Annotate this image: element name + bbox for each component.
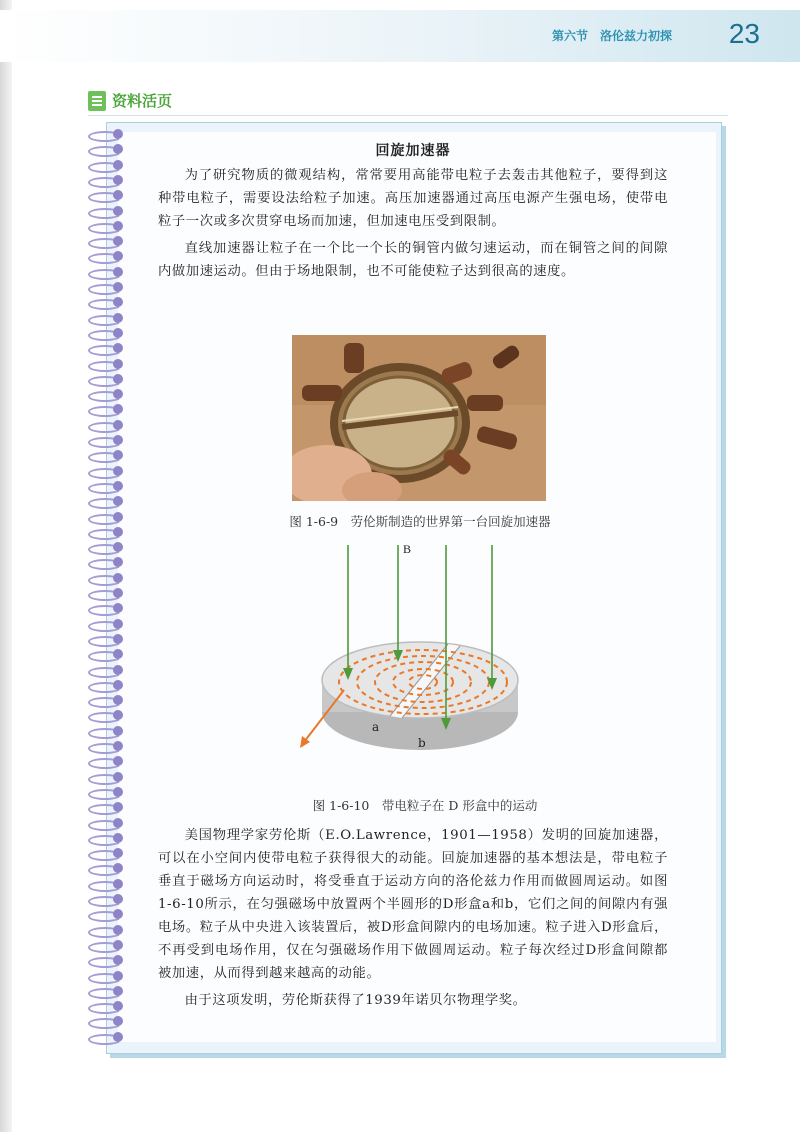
binding-ring	[88, 602, 128, 615]
binding-ring	[88, 786, 128, 799]
binding-ring	[88, 480, 128, 493]
binding-ring	[88, 679, 128, 692]
figure-2-caption: 图 1-6-10 带电粒子在 D 形盒中的运动	[312, 798, 538, 813]
binding-ring	[88, 526, 128, 539]
binding-ring	[88, 847, 128, 860]
binding-ring	[88, 648, 128, 661]
binding-ring	[88, 970, 128, 983]
binding-ring	[88, 893, 128, 906]
binding-ring	[88, 220, 128, 233]
binding-ring	[88, 725, 128, 738]
binding-ring	[88, 296, 128, 309]
binding-ring	[88, 189, 128, 202]
binding-ring	[88, 1031, 128, 1044]
binding-ring	[88, 434, 128, 447]
binding-ring	[88, 449, 128, 462]
binding-ring	[88, 817, 128, 830]
section-header: 第六节 洛伦兹力初探	[551, 29, 672, 43]
binding-ring	[88, 633, 128, 646]
section-tag	[88, 90, 172, 111]
binding-ring	[88, 709, 128, 722]
binding-ring	[88, 174, 128, 187]
binding-ring	[88, 832, 128, 845]
binding-ring	[88, 924, 128, 937]
binding-ring	[88, 281, 128, 294]
binding-ring	[88, 373, 128, 386]
paragraph-2: 直线加速器让粒子在一个比一个长的铜管内做匀速运动，而在铜管之间的间隙内做加速运动。但由于场地限制，也不可能使粒子达到很高的速度。	[158, 241, 668, 279]
page-edge-shadow	[0, 0, 12, 1132]
page-number: 23	[728, 18, 760, 49]
cyclotron-photo	[292, 335, 546, 501]
binding-ring	[88, 388, 128, 401]
spiral-binding	[88, 128, 128, 1058]
binding-ring	[88, 556, 128, 569]
binding-ring	[88, 908, 128, 921]
binding-ring	[88, 954, 128, 967]
binding-ring	[88, 939, 128, 952]
binding-ring	[88, 495, 128, 508]
field-label-b: B	[403, 542, 412, 556]
binding-ring	[88, 312, 128, 325]
binding-ring	[88, 740, 128, 753]
binding-ring	[88, 419, 128, 432]
binding-ring	[88, 985, 128, 998]
binding-ring	[88, 342, 128, 355]
binding-ring	[88, 1000, 128, 1013]
cyclotron-diagram	[290, 540, 550, 790]
binding-ring	[88, 587, 128, 600]
binding-ring	[88, 511, 128, 524]
binding-ring	[88, 541, 128, 554]
d-box-diagram	[290, 540, 550, 790]
binding-ring	[88, 862, 128, 875]
binding-ring	[88, 128, 128, 141]
dee-label-a: a	[372, 720, 380, 734]
binding-ring	[88, 465, 128, 478]
paragraph-1: 为了研究物质的微观结构，常常要用高能带电粒子去轰击其他粒子，要得到这种带电粒子，需要设法给粒子加速。高压加速器通过高压电源产生强电场，使带电粒子一次或多次贯穿电场而加速，但加速电压受到限制。	[158, 168, 668, 229]
binding-ring	[88, 143, 128, 156]
binding-ring	[88, 771, 128, 784]
binding-ring	[88, 878, 128, 891]
binding-ring	[88, 572, 128, 585]
document-icon	[88, 91, 106, 111]
binding-ring	[88, 159, 128, 172]
header-band	[0, 10, 800, 62]
figure-1-caption: 图 1-6-9 劳伦斯制造的世界第一台回旋加速器	[289, 514, 551, 529]
divider	[88, 115, 728, 116]
binding-ring	[88, 801, 128, 814]
binding-ring	[88, 266, 128, 279]
binding-ring	[88, 755, 128, 768]
binding-ring	[88, 205, 128, 218]
dee-label-b: b	[418, 736, 426, 750]
cyclotron-photo-illustration	[292, 335, 546, 501]
binding-ring	[88, 694, 128, 707]
article-top	[158, 140, 668, 283]
section-tag-label: 资料活页	[112, 92, 173, 110]
binding-ring	[88, 1015, 128, 1028]
paragraph-3: 美国物理学家劳伦斯（E.O.Lawrence，1901—1958）发明的回旋加速器，可以在小空间内使带电粒子获得很大的动能。回旋加速器的基本想法是，带电粒子垂直于磁场方向运动时，将受垂直于运动方向的洛伦兹力作用而做圆周运动。如图1-6-10所示，在匀强磁场中放置两个半圆形的D形盒a和b，它们之间的间隙内有强电场。粒子从中央进入该装置后，被D形盒间隙内的电场加速。粒子进入D形盒后，不再受到电场作用，仅在匀强磁场作用下做圆周运动。粒子每次经过D形盒间隙都被加速，从而得到越来越高的动能。	[158, 828, 668, 981]
article-bottom	[158, 820, 668, 1012]
binding-ring	[88, 618, 128, 631]
binding-ring	[88, 327, 128, 340]
binding-ring	[88, 664, 128, 677]
paragraph-4: 由于这项发明，劳伦斯获得了1939年诺贝尔物理学奖。	[184, 993, 527, 1008]
binding-ring	[88, 403, 128, 416]
binding-ring	[88, 235, 128, 248]
article-title: 回旋加速器	[375, 143, 451, 159]
binding-ring	[88, 250, 128, 263]
binding-ring	[88, 358, 128, 371]
